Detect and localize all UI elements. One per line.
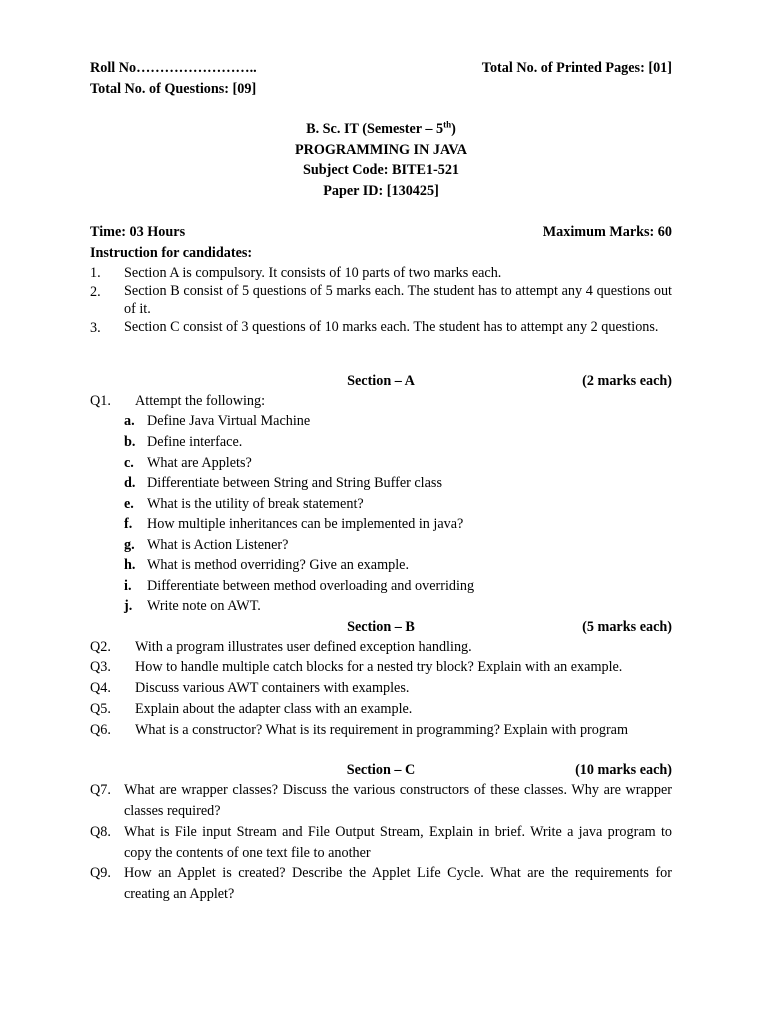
section-a-marks: (2 marks each): [582, 373, 672, 389]
program-text: B. Sc. IT (Semester – 5: [306, 121, 444, 137]
part-text: What is Action Listener?: [147, 537, 289, 553]
section-b-marks: (5 marks each): [582, 619, 672, 635]
part-text: Define Java Virtual Machine: [147, 413, 311, 429]
paper-id: Paper ID: [130425]: [323, 183, 439, 199]
question-text: What is a constructor? What is its requirement in programming? Explain with program: [135, 722, 629, 738]
part-text: Define interface.: [147, 434, 243, 450]
part-letter: e.: [124, 496, 134, 512]
instruction-number: 1.: [90, 265, 101, 281]
part-letter: j.: [124, 598, 133, 614]
question-text: What are wrapper classes? Discuss the various constructors of these classes. Why are wrapper classes required?: [124, 782, 672, 819]
question-text: With a program illustrates user defined exception handling.: [135, 639, 472, 655]
total-questions: Total No. of Questions: [09]: [90, 81, 257, 97]
section-c-marks: (10 marks each): [575, 762, 672, 778]
part-text: What is the utility of break statement?: [147, 496, 364, 512]
question-number: Q9.: [90, 865, 111, 881]
part-letter: f.: [124, 516, 133, 532]
part-text: Differentiate between String and String Buffer class: [147, 475, 442, 491]
question-text: Attempt the following:: [135, 393, 266, 409]
question-number: Q4.: [90, 680, 111, 696]
part-letter: c.: [124, 455, 134, 471]
program-line: [90, 119, 672, 140]
question-number: Q6.: [90, 722, 111, 738]
question-text: How an Applet is created? Describe the Applet Life Cycle. What are the requirements for creating an Applet?: [124, 865, 672, 902]
part-text: Differentiate between method overloading and overriding: [147, 578, 475, 594]
subject-code: Subject Code: BITE1-521: [302, 162, 460, 178]
part-letter: d.: [124, 475, 136, 491]
question-text: Explain about the adapter class with an example.: [135, 701, 413, 717]
question-number: Q3.: [90, 659, 111, 675]
section-b-title: Section – B: [347, 619, 415, 635]
part-letter: g.: [124, 537, 135, 553]
instruction-text: Section C consist of 3 questions of 10 marks each. The student has to attempt any 2 questions.: [124, 319, 659, 335]
program-superscript: th: [443, 119, 452, 130]
part-letter: a.: [124, 413, 135, 429]
part-text: What is method overriding? Give an example.: [147, 557, 409, 573]
subject-title: PROGRAMMING IN JAVA: [294, 142, 468, 158]
section-c-title: Section – C: [346, 762, 416, 778]
roll-no: Roll No……………………..: [90, 60, 257, 76]
instruction-text: Section B consist of 5 questions of 5 marks each. The student has to attempt any 4 questions out of it.: [124, 283, 672, 317]
question-number: Q1.: [90, 393, 111, 409]
part-text: How multiple inheritances can be implemented in java?: [147, 516, 464, 532]
part-letter: h.: [124, 557, 136, 573]
question-number: Q2.: [90, 639, 111, 655]
instruction-number: 3.: [90, 320, 101, 336]
question-number: Q5.: [90, 701, 111, 717]
instruction-text: Section A is compulsory. It consists of 10 parts of two marks each.: [124, 265, 502, 281]
question-number: Q8.: [90, 824, 111, 840]
question-text: Discuss various AWT containers with examples.: [135, 680, 410, 696]
part-text: What are Applets?: [147, 455, 252, 471]
part-text: Write note on AWT.: [147, 598, 261, 614]
exam-time: Time: 03 Hours: [90, 224, 186, 240]
instructions-heading: Instruction for candidates:: [90, 245, 253, 261]
part-letter: b.: [124, 434, 136, 450]
printed-pages: Total No. of Printed Pages: [01]: [481, 60, 672, 76]
program-close: ): [451, 121, 456, 137]
instruction-number: 2.: [90, 284, 101, 300]
part-letter: i.: [124, 578, 132, 594]
question-number: Q7.: [90, 782, 111, 798]
section-a-title: Section – A: [347, 373, 415, 389]
question-text: What is File input Stream and File Output Stream, Explain in brief. Write a java program to copy the contents of one text file to another: [124, 824, 672, 861]
question-text: How to handle multiple catch blocks for a nested try block? Explain with an example.: [135, 659, 623, 675]
max-marks: Maximum Marks: 60: [542, 224, 672, 240]
